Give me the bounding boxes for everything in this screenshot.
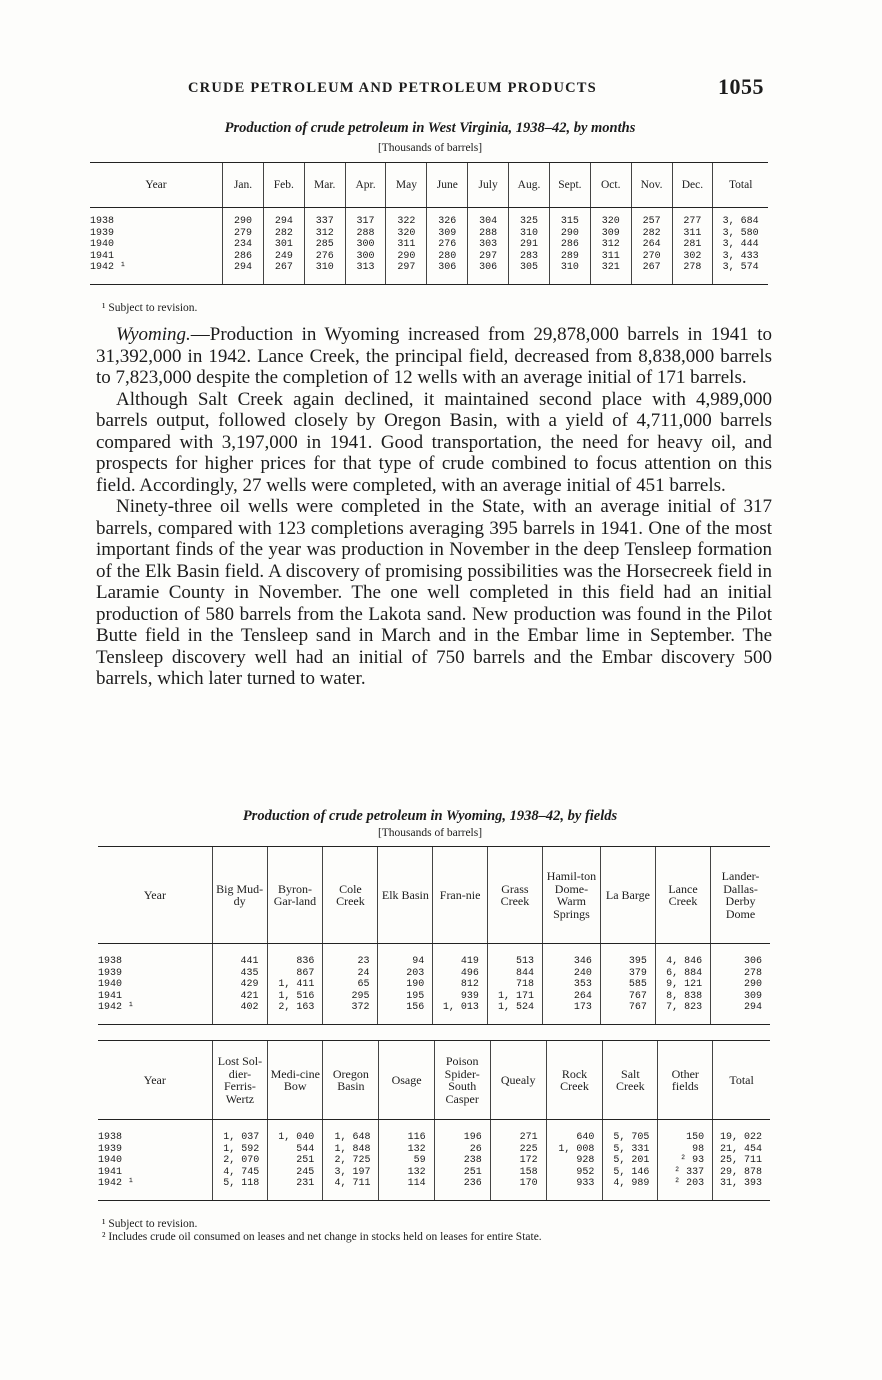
- column-header: Byron-Gar-land: [267, 847, 323, 944]
- table-cell: 812: [433, 979, 488, 991]
- table-cell: 4, 989: [603, 1178, 658, 1200]
- table-cell: 337: [304, 208, 345, 228]
- table-cell: 234: [223, 239, 264, 251]
- table-cell: 303: [468, 239, 509, 251]
- table-cell: 3, 574: [713, 262, 768, 284]
- table-cell: 158: [490, 1167, 546, 1179]
- row-year: 1940: [98, 979, 123, 990]
- column-header: Dec.: [672, 163, 713, 208]
- table-cell: 419: [433, 944, 488, 968]
- table-cell: 1, 411: [267, 979, 323, 991]
- table-cell: 276: [304, 251, 345, 263]
- table-cell: 257: [631, 208, 672, 228]
- column-header: La Barge: [600, 847, 655, 944]
- column-header: Total: [713, 1041, 770, 1120]
- table-cell: 282: [631, 228, 672, 240]
- table-row: [90, 239, 768, 251]
- column-header: Total: [713, 163, 768, 208]
- table-cell: 372: [323, 1002, 378, 1024]
- paragraph-wyoming-intro: [96, 324, 772, 389]
- table-cell: 320: [590, 208, 631, 228]
- table-cell: ² 337: [658, 1167, 713, 1179]
- table-cell: 300: [345, 251, 386, 263]
- column-header: Mar.: [304, 163, 345, 208]
- paragraph-salt-creek: Although Salt Creek again declined, it maintained second place with 4,989,000 barrels output, followed closely by Oregon Basin, with a yield of 4,711,000 barrels compared with 3,197,000 in 1941. Good transportation, the need for heavy oil, and prospects for higher prices for that type of crude combined to focus attention on this field. Accordingly, 27 wells were completed, with an average initial of 451 barrels.: [96, 388, 772, 496]
- table-cell: 297: [386, 262, 427, 284]
- table-cell: 315: [549, 208, 590, 228]
- table-cell: 267: [263, 262, 304, 284]
- table-cell: 289: [549, 251, 590, 263]
- table-cell: 310: [549, 262, 590, 284]
- table-cell: 317: [345, 208, 386, 228]
- table-cell: 640: [546, 1120, 603, 1144]
- table-cell: 285: [304, 239, 345, 251]
- table-row: [90, 262, 768, 284]
- table-cell: 203: [378, 968, 433, 980]
- table-cell: 301: [263, 239, 304, 251]
- row-year: 1941: [98, 1166, 123, 1178]
- table-row: [98, 1178, 770, 1200]
- row-year: 1942 ¹: [90, 262, 223, 284]
- column-header: May: [386, 163, 427, 208]
- table-row: [98, 944, 770, 968]
- table-cell: 294: [711, 1002, 770, 1024]
- table-row: [98, 968, 770, 980]
- column-header: June: [427, 163, 468, 208]
- table-row: [90, 228, 768, 240]
- table-cell: 172: [490, 1155, 546, 1167]
- table-cell: 24: [323, 968, 378, 980]
- table-cell: 295: [323, 991, 378, 1003]
- table-cell: 283: [509, 251, 550, 263]
- column-header: Elk Basin: [378, 847, 433, 944]
- table-cell: 322: [386, 208, 427, 228]
- table-cell: 282: [263, 228, 304, 240]
- table-cell: 251: [434, 1167, 490, 1179]
- table-cell: 5, 201: [603, 1155, 658, 1167]
- table-cell: 19, 022: [713, 1120, 770, 1144]
- table-cell: 21, 454: [713, 1144, 770, 1156]
- table-cell: 321: [590, 262, 631, 284]
- table-cell: 309: [711, 991, 770, 1003]
- table-cell: 278: [711, 968, 770, 980]
- table-cell: 320: [386, 228, 427, 240]
- table-cell: 310: [304, 262, 345, 284]
- table-cell: 1, 040: [268, 1120, 323, 1144]
- running-title: CRUDE PETROLEUM AND PETROLEUM PRODUCTS: [188, 80, 597, 96]
- table-cell: 2, 163: [267, 1002, 323, 1024]
- table-cell: 3, 580: [713, 228, 768, 240]
- table-cell: 767: [600, 1002, 655, 1024]
- table-cell: 311: [590, 251, 631, 263]
- table-cell: 3, 684: [713, 208, 768, 228]
- table-cell: 270: [631, 251, 672, 263]
- table-cell: 867: [267, 968, 323, 980]
- table-cell: 435: [212, 968, 267, 980]
- table-cell: 421: [212, 991, 267, 1003]
- table-cell: 98: [658, 1144, 713, 1156]
- paragraph-lead: Wyoming.: [116, 324, 191, 345]
- table-cell: 271: [490, 1120, 546, 1144]
- column-header: Big Mud-dy: [212, 847, 267, 944]
- table-cell: 279: [223, 228, 264, 240]
- table-cell: 309: [590, 228, 631, 240]
- table-cell: 240: [542, 968, 600, 980]
- table-cell: 1, 013: [433, 1002, 488, 1024]
- table-cell: 173: [542, 1002, 600, 1024]
- wv-table-units: [Thousands of barrels]: [377, 142, 483, 154]
- table-cell: 286: [223, 251, 264, 263]
- table-row: [98, 1144, 770, 1156]
- column-header: Year: [90, 163, 223, 208]
- table-cell: 379: [600, 968, 655, 980]
- table-cell: 23: [323, 944, 378, 968]
- table-cell: 1, 171: [487, 991, 542, 1003]
- table-cell: 302: [672, 251, 713, 263]
- column-header: Medi-cine Bow: [268, 1041, 323, 1120]
- table-cell: 312: [590, 239, 631, 251]
- column-header: Poison Spider-South Casper: [434, 1041, 490, 1120]
- table-cell: 294: [263, 208, 304, 228]
- wy-footnote-2: ² Includes crude oil consumed on leases and net change in stocks held on leases for entire State.: [102, 1231, 542, 1243]
- column-header: Oct.: [590, 163, 631, 208]
- wy-table-units: [Thousands of barrels]: [377, 827, 483, 839]
- row-year: 1940: [98, 1155, 123, 1166]
- table-cell: 496: [433, 968, 488, 980]
- table-cell: 29, 878: [713, 1167, 770, 1179]
- table-cell: 306: [468, 262, 509, 284]
- column-header: Year: [98, 1041, 212, 1120]
- table-row: [98, 991, 770, 1003]
- table-cell: 150: [658, 1120, 713, 1144]
- table-cell: 310: [509, 228, 550, 240]
- table-cell: 280: [427, 251, 468, 263]
- row-year: 1939: [90, 227, 115, 239]
- table-cell: 4, 711: [323, 1178, 379, 1200]
- wv-table-caption: Production of crude petroleum in West Virginia, 1938–42, by months: [224, 120, 636, 136]
- table-cell: 9, 121: [655, 979, 710, 991]
- table-cell: 290: [386, 251, 427, 263]
- table-cell: 1, 037: [212, 1120, 268, 1144]
- column-header: Nov.: [631, 163, 672, 208]
- table-cell: 5, 331: [603, 1144, 658, 1156]
- wy-footnote-1: ¹ Subject to revision.: [102, 1218, 198, 1230]
- table-cell: 1, 008: [546, 1144, 603, 1156]
- table-row: [98, 979, 770, 991]
- table-cell: 300: [345, 239, 386, 251]
- table-cell: 3, 433: [713, 251, 768, 263]
- table-cell: 264: [631, 239, 672, 251]
- table-cell: 311: [672, 228, 713, 240]
- table-cell: 836: [267, 944, 323, 968]
- table-cell: 59: [379, 1155, 434, 1167]
- column-header: Feb.: [263, 163, 304, 208]
- table-row: [98, 1002, 770, 1024]
- table-cell: 441: [212, 944, 267, 968]
- table-cell: 304: [468, 208, 509, 228]
- table-cell: 251: [268, 1155, 323, 1167]
- table-cell: 238: [434, 1155, 490, 1167]
- table-cell: 1, 516: [267, 991, 323, 1003]
- column-header: Grass Creek: [487, 847, 542, 944]
- table-cell: 309: [427, 228, 468, 240]
- table-cell: 4, 745: [212, 1167, 268, 1179]
- table-cell: 264: [542, 991, 600, 1003]
- table-cell: 305: [509, 262, 550, 284]
- column-header: Lance Creek: [655, 847, 710, 944]
- table-cell: 325: [509, 208, 550, 228]
- table-cell: 31, 393: [713, 1178, 770, 1200]
- table-cell: 8, 838: [655, 991, 710, 1003]
- table-cell: 767: [600, 991, 655, 1003]
- table-cell: 5, 705: [603, 1120, 658, 1144]
- wv-footnote: ¹ Subject to revision.: [102, 302, 198, 314]
- column-header: July: [468, 163, 509, 208]
- column-header: Jan.: [223, 163, 264, 208]
- body-text: [96, 324, 772, 690]
- wy-table-caption: Production of crude petroleum in Wyoming, 1938–42, by fields: [242, 808, 618, 824]
- table-cell: 7, 823: [655, 1002, 710, 1024]
- table-cell: 195: [378, 991, 433, 1003]
- row-year: 1938: [98, 956, 123, 967]
- column-header: Apr.: [345, 163, 386, 208]
- row-year: 1939: [98, 1143, 123, 1155]
- column-header: Oregon Basin: [323, 1041, 379, 1120]
- table-cell: 311: [386, 239, 427, 251]
- table-cell: 286: [549, 239, 590, 251]
- table-cell: 718: [487, 979, 542, 991]
- row-year: 1941: [98, 990, 123, 1002]
- table-cell: 245: [268, 1167, 323, 1179]
- running-header: [90, 74, 770, 104]
- table-cell: 196: [434, 1120, 490, 1144]
- table-cell: 114: [379, 1178, 434, 1200]
- table-cell: 306: [427, 262, 468, 284]
- row-year: 1942 ¹: [98, 1178, 212, 1200]
- row-year: 1942 ¹: [98, 1002, 212, 1024]
- table-cell: 4, 846: [655, 944, 710, 968]
- table-cell: 544: [268, 1144, 323, 1156]
- table-cell: 225: [490, 1144, 546, 1156]
- table-cell: 26: [434, 1144, 490, 1156]
- page-number: 1055: [718, 74, 764, 99]
- column-header: Lost Sol-dier-Ferris-Wertz: [212, 1041, 268, 1120]
- column-header: Aug.: [509, 163, 550, 208]
- table-cell: 116: [379, 1120, 434, 1144]
- table-cell: 3, 197: [323, 1167, 379, 1179]
- table-cell: 952: [546, 1167, 603, 1179]
- table-cell: 1, 592: [212, 1144, 268, 1156]
- column-header: Fran-nie: [433, 847, 488, 944]
- table-cell: 5, 118: [212, 1178, 268, 1200]
- table-cell: 312: [304, 228, 345, 240]
- table-cell: 395: [600, 944, 655, 968]
- table-cell: 353: [542, 979, 600, 991]
- wy-fields-table-part2: [98, 1040, 770, 1201]
- table-cell: 25, 711: [713, 1155, 770, 1167]
- table-cell: 288: [345, 228, 386, 240]
- table-cell: 132: [379, 1144, 434, 1156]
- row-year: 1938: [98, 1132, 123, 1143]
- table-cell: 231: [268, 1178, 323, 1200]
- wy-fields-table-part1: [98, 846, 770, 1025]
- wv-production-table: [90, 162, 768, 285]
- table-cell: 290: [549, 228, 590, 240]
- table-row: [90, 251, 768, 263]
- column-header: Rock Creek: [546, 1041, 603, 1120]
- column-header: Other fields: [658, 1041, 713, 1120]
- table-cell: 2, 070: [212, 1155, 268, 1167]
- table-cell: 236: [434, 1178, 490, 1200]
- table-cell: 1, 848: [323, 1144, 379, 1156]
- table-cell: 928: [546, 1155, 603, 1167]
- table-cell: 277: [672, 208, 713, 228]
- column-header: Lander-Dallas-Derby Dome: [711, 847, 770, 944]
- paragraph-1-text: —Production in Wyoming increased from 29,878,000 barrels in 1941 to 31,392,000 in 1942. Lance Creek, the principal field, decreased from 8,838,000 barrels to 7,823,000 despite the completion of 12 wells with an average initial of 171 barrels.: [96, 324, 772, 388]
- table-cell: 939: [433, 991, 488, 1003]
- column-header: Salt Creek: [603, 1041, 658, 1120]
- table-cell: 1, 648: [323, 1120, 379, 1144]
- table-row: [98, 1120, 770, 1144]
- table-cell: 190: [378, 979, 433, 991]
- table-cell: 294: [223, 262, 264, 284]
- table-cell: 313: [345, 262, 386, 284]
- table-cell: 429: [212, 979, 267, 991]
- column-header: Quealy: [490, 1041, 546, 1120]
- table-cell: 132: [379, 1167, 434, 1179]
- table-cell: 513: [487, 944, 542, 968]
- table-cell: 346: [542, 944, 600, 968]
- column-header: Sept.: [549, 163, 590, 208]
- row-year: 1938: [90, 216, 115, 227]
- table-cell: 170: [490, 1178, 546, 1200]
- paragraph-wells-completed: Ninety-three oil wells were completed in the State, with an average initial of 317 barrels, compared with 123 completions averaging 395 barrels in 1941. One of the most important finds of the year was production in November in the deep Tensleep formation of the Elk Basin field. A discovery of promising possibilities was the Horsecreek field in Laramie County in November. The one well completed in this field had an initial production of 580 barrels from the Lakota sand. New production was found in the Pilot Butte field in the Tensleep sand in March and in the Embar lime in September. The Tensleep discovery well had an initial of 750 barrels and the Embar discovery 500 barrels, which later turned to water.: [96, 496, 772, 689]
- table-cell: 844: [487, 968, 542, 980]
- table-cell: 585: [600, 979, 655, 991]
- column-header: Osage: [379, 1041, 434, 1120]
- table-cell: 281: [672, 239, 713, 251]
- table-cell: 6, 884: [655, 968, 710, 980]
- table-cell: 156: [378, 1002, 433, 1024]
- table-cell: 65: [323, 979, 378, 991]
- table-cell: 288: [468, 228, 509, 240]
- table-cell: 94: [378, 944, 433, 968]
- table-cell: 326: [427, 208, 468, 228]
- table-cell: 267: [631, 262, 672, 284]
- table-cell: 402: [212, 1002, 267, 1024]
- table-row: [98, 1167, 770, 1179]
- table-cell: 290: [223, 208, 264, 228]
- table-cell: 278: [672, 262, 713, 284]
- table-cell: 249: [263, 251, 304, 263]
- table-cell: 5, 146: [603, 1167, 658, 1179]
- row-year: 1940: [90, 239, 115, 250]
- table-cell: 297: [468, 251, 509, 263]
- table-cell: 290: [711, 979, 770, 991]
- table-cell: 276: [427, 239, 468, 251]
- table-cell: 1, 524: [487, 1002, 542, 1024]
- table-cell: ² 93: [658, 1155, 713, 1167]
- column-header: Cole Creek: [323, 847, 378, 944]
- table-cell: 2, 725: [323, 1155, 379, 1167]
- row-year: 1941: [90, 250, 115, 262]
- table-row: [90, 208, 768, 228]
- column-header: Hamil-ton Dome-Warm Springs: [542, 847, 600, 944]
- table-cell: 306: [711, 944, 770, 968]
- column-header: Year: [98, 847, 212, 944]
- table-row: [98, 1155, 770, 1167]
- row-year: 1939: [98, 967, 123, 979]
- table-cell: ² 203: [658, 1178, 713, 1200]
- table-cell: 933: [546, 1178, 603, 1200]
- table-cell: 291: [509, 239, 550, 251]
- table-cell: 3, 444: [713, 239, 768, 251]
